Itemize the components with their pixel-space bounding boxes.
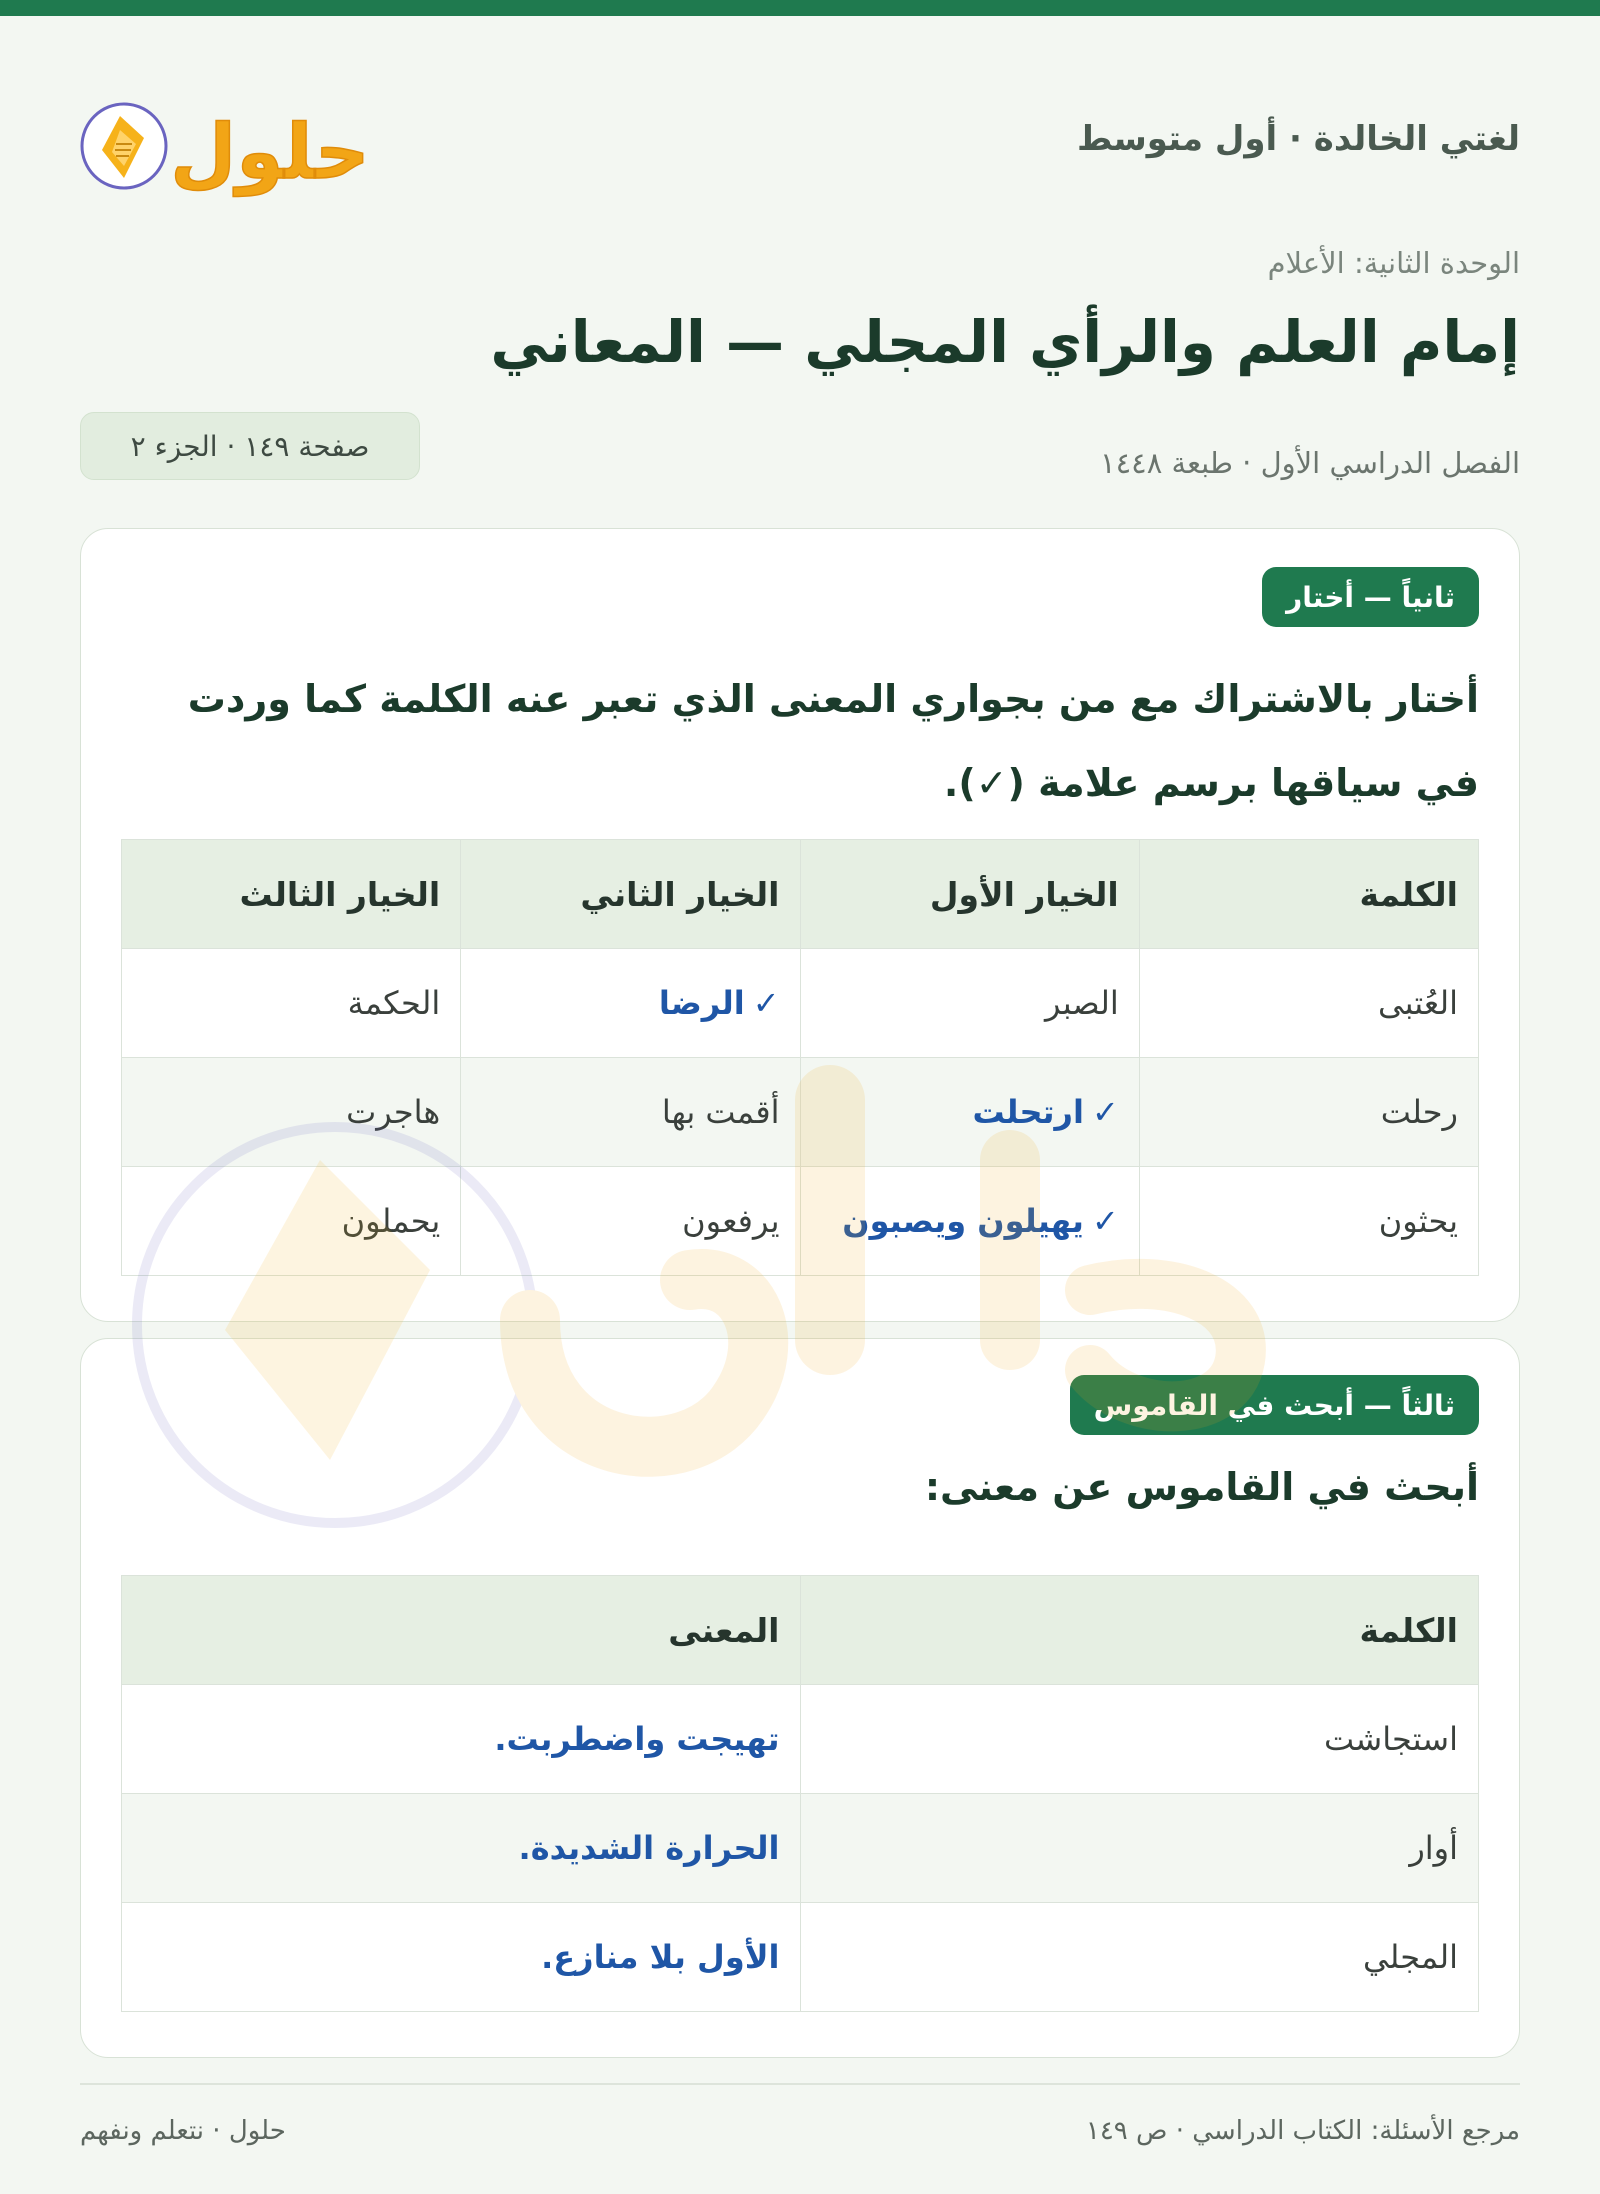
page-number-badge: صفحة ١٤٩ · الجزء ٢ xyxy=(80,412,420,480)
table-row xyxy=(122,1167,1479,1276)
section-tag-choose: ثانياً — أختار xyxy=(1262,567,1479,627)
option-text: ارتحلت xyxy=(972,1093,1084,1131)
page-header xyxy=(80,16,1520,216)
top-accent-bar xyxy=(0,0,1600,16)
option-cell: هاجرت xyxy=(122,1058,461,1167)
choose-meaning-table xyxy=(121,839,1479,1276)
word-cell: العُتبى xyxy=(1139,949,1478,1058)
option-cell: الصبر xyxy=(800,949,1139,1058)
dictionary-card xyxy=(80,1338,1520,2058)
table-row xyxy=(122,1058,1479,1167)
check-mark-icon: ✓ xyxy=(1091,1202,1119,1240)
word-cell: المجلي xyxy=(800,1903,1479,2012)
column-header: الخيار الثالث xyxy=(122,840,461,949)
table-row xyxy=(122,1685,1479,1794)
option-cell: أقمت بها xyxy=(461,1058,800,1167)
option-cell: الحكمة xyxy=(122,949,461,1058)
dictionary-table xyxy=(121,1575,1479,2012)
column-header: الخيار الثاني xyxy=(461,840,800,949)
footer-divider xyxy=(80,2083,1520,2085)
book-title: لغتي الخالدة · أول متوسط xyxy=(1076,119,1520,159)
word-cell: رحلت xyxy=(1139,1058,1478,1167)
table-header-row xyxy=(122,1576,1479,1685)
table-row xyxy=(122,1794,1479,1903)
option-cell: يرفعون xyxy=(461,1167,800,1276)
word-cell: استجاشت xyxy=(800,1685,1479,1794)
table-header-row xyxy=(122,840,1479,949)
unit-label: الوحدة الثانية: الأعلام xyxy=(1267,246,1520,280)
option-text: يهيلون ويصبون xyxy=(842,1202,1084,1240)
logo-text: حلول xyxy=(170,107,370,196)
correct-option-cell xyxy=(800,1058,1139,1167)
option-text: الرضا xyxy=(658,984,745,1022)
table-row xyxy=(122,949,1479,1058)
column-header: الكلمة xyxy=(800,1576,1479,1685)
footer-reference: مرجع الأسئلة: الكتاب الدراسي · ص ١٤٩ xyxy=(1085,2116,1520,2146)
choose-meaning-card xyxy=(80,528,1520,1322)
word-cell: يحثون xyxy=(1139,1167,1478,1276)
column-header: المعنى xyxy=(122,1576,801,1685)
column-header: الخيار الأول xyxy=(800,840,1139,949)
option-cell: يحملون xyxy=(122,1167,461,1276)
check-mark-icon: ✓ xyxy=(752,984,780,1022)
footer-brand: حلول · نتعلم ونفهم xyxy=(80,2116,286,2146)
dictionary-instruction: أبحث في القاموس عن معنى: xyxy=(924,1465,1479,1509)
page-title: إمام العلم والرأي المجلي — المعاني xyxy=(490,308,1520,376)
semester-edition: الفصل الدراسي الأول · طبعة ١٤٤٨ xyxy=(1100,446,1520,480)
choose-instruction: أختار بالاشتراك مع من بجواري المعنى الذي تعبر عنه الكلمة كما وردت في سياقها برسم علامة (✓). xyxy=(187,677,1479,805)
meaning-cell: الأول بلا منازع. xyxy=(122,1903,801,2012)
hulul-logo xyxy=(80,86,370,201)
page xyxy=(80,16,1520,1976)
correct-option-cell xyxy=(800,1167,1139,1276)
meaning-cell: الحرارة الشديدة. xyxy=(122,1794,801,1903)
column-header: الكلمة xyxy=(1139,840,1478,949)
check-mark-icon: ✓ xyxy=(1091,1093,1119,1131)
table-row xyxy=(122,1903,1479,2012)
correct-option-cell xyxy=(461,949,800,1058)
section-tag-dictionary: ثالثاً — أبحث في القاموس xyxy=(1070,1375,1479,1435)
word-cell: أوار xyxy=(800,1794,1479,1903)
meaning-cell: تهيجت واضطربت. xyxy=(122,1685,801,1794)
